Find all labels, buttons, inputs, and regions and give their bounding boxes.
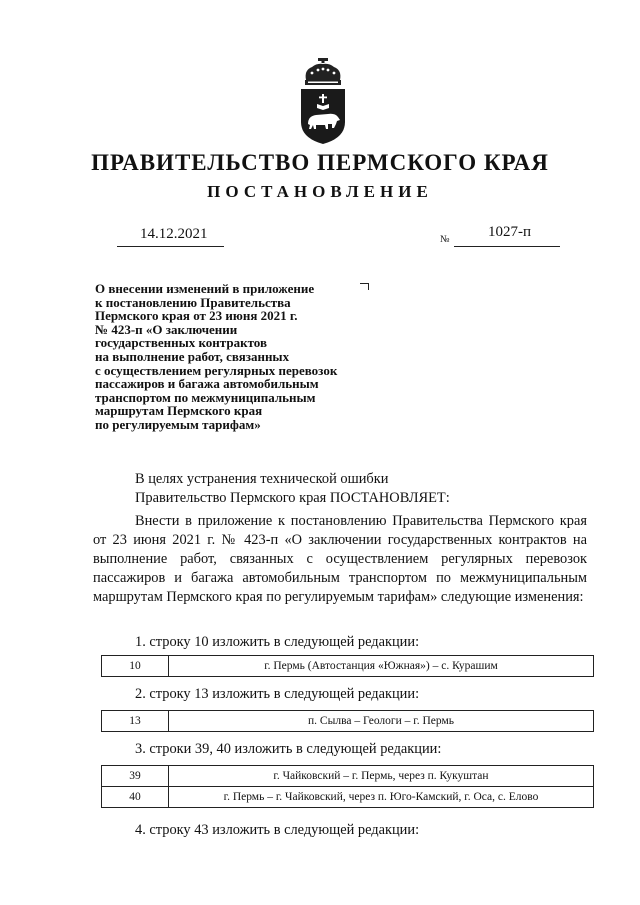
government-title: ПРАВИТЕЛЬСТВО ПЕРМСКОГО КРАЯ <box>91 150 549 175</box>
subject-line: государственных контрактов <box>95 335 267 351</box>
route-name: г. Пермь – г. Чайковский, через п. Юго-Камский, г. Оса, с. Елово <box>169 787 594 808</box>
decree-paragraph: Правительство Пермского края ПОСТАНОВЛЯЕТ: <box>135 490 450 506</box>
document-number: 1027-п <box>488 224 532 240</box>
amendment-item-4: 4. строку 43 изложить в следующей редакции: <box>135 822 420 838</box>
amendment-item-1: 1. строку 10 изложить в следующей редакции: <box>135 634 420 650</box>
route-number: 40 <box>102 787 169 808</box>
number-label: № <box>440 234 450 245</box>
table-row <box>102 711 594 732</box>
table-row <box>102 766 594 787</box>
amendment-text: Внести в приложение к постановлению Правительства Пермского края от 23 июня 2021 г. № 423-п «О заключении государственных контрактов на выполнение работ, связанных с осуществлением регулярных перевозок пассажиров и багажа автомобильным транспортом по межмуниципальным маршрутам Пермского края по регулируемым тарифам» следующие изменения: <box>93 513 587 605</box>
subject-line: к постановлению Правительства <box>95 294 291 310</box>
subject-line: пассажиров и багажа автомобильным <box>95 376 319 392</box>
subject-line: на выполнение работ, связанных <box>95 348 290 364</box>
subject-line: по регулируемым тарифам» <box>95 416 261 432</box>
subject-line: Пермского края от 23 июня 2021 г. <box>95 308 298 324</box>
subject-line: с осуществлением регулярных перевозок <box>95 362 338 378</box>
subject-line: маршрутам Пермского края <box>95 403 263 419</box>
amendment-item-3: 3. строки 39, 40 изложить в следующей редакции: <box>135 741 442 757</box>
route-number: 10 <box>102 656 169 677</box>
amendment-item-2: 2. строку 13 изложить в следующей редакции: <box>135 686 420 702</box>
route-name: п. Сылва – Геологи – г. Пермь <box>169 711 594 732</box>
route-table <box>101 765 594 808</box>
table-row <box>102 787 594 808</box>
table-row <box>102 656 594 677</box>
document-subject <box>95 282 385 432</box>
document-type: ПОСТАНОВЛЕНИЕ <box>207 182 433 201</box>
route-table <box>101 710 594 732</box>
route-name: г. Чайковский – г. Пермь, через п. Кукуштан <box>169 766 594 787</box>
amendment-paragraph <box>93 512 587 607</box>
route-table <box>101 655 594 677</box>
subject-line: транспортом по межмуниципальным <box>95 389 316 405</box>
route-number: 13 <box>102 711 169 732</box>
number-underline <box>454 246 560 247</box>
document-date: 14.12.2021 <box>140 226 208 242</box>
subject-line: О внесении изменений в приложение <box>95 281 315 296</box>
coat-of-arms-icon <box>298 58 348 144</box>
route-name: г. Пермь (Автостанция «Южная») – с. Курашим <box>169 656 594 677</box>
route-number: 39 <box>102 766 169 787</box>
date-underline <box>117 246 224 247</box>
subject-line: № 423-п «О заключении <box>95 321 238 337</box>
purpose-paragraph: В целях устранения технической ошибки <box>135 471 389 487</box>
